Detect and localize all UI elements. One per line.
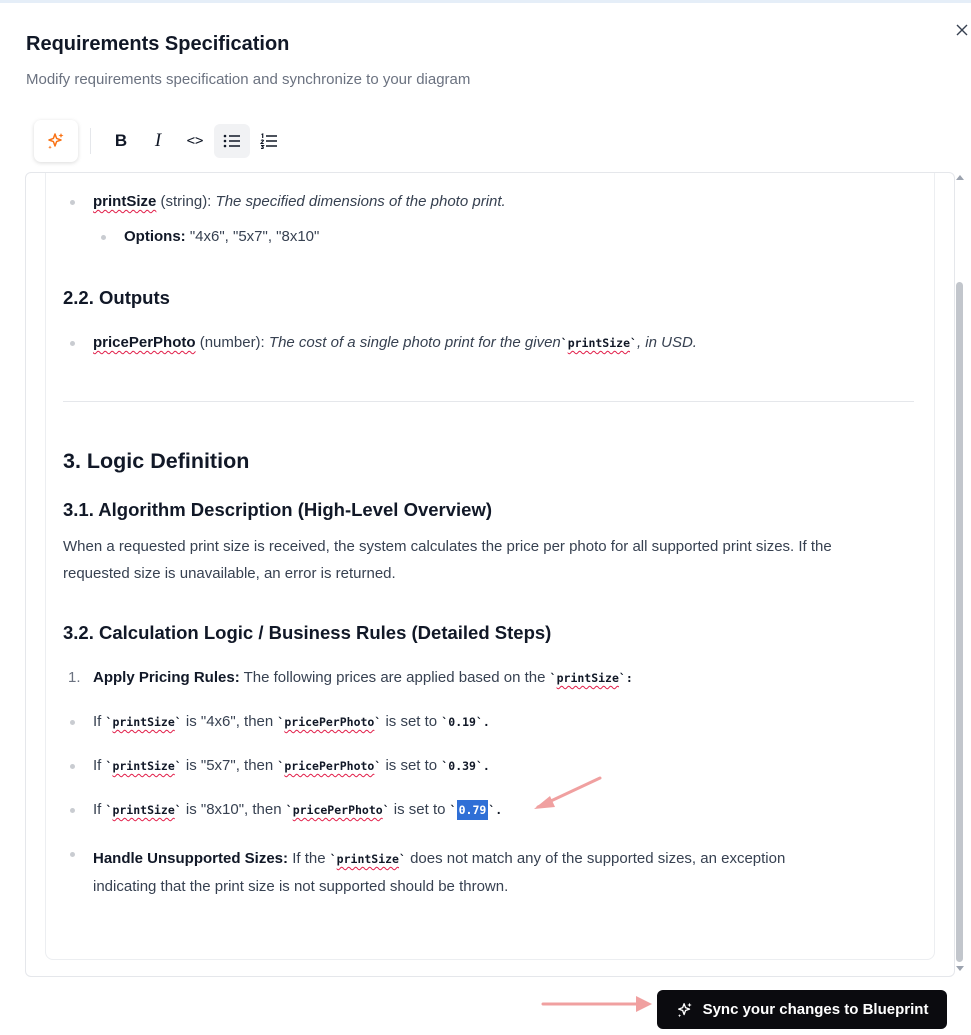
inline-code: pricePerPhoto <box>284 759 375 773</box>
list-bullet <box>70 341 75 346</box>
inline-code: printSize <box>112 803 175 817</box>
ai-assist-button[interactable] <box>34 120 78 162</box>
section-heading: 3. Logic Definition <box>63 449 250 473</box>
inline-code: printSize <box>336 852 399 866</box>
editor-toolbar <box>34 119 288 163</box>
list-item <box>93 193 506 210</box>
field-name: pricePerPhoto <box>93 334 196 351</box>
subsection-heading: 3.2. Calculation Logic / Business Rules (Detailed Steps) <box>63 622 552 643</box>
list-item: If `printSize` is "8x10", then `pricePerPhoto` is set to ` 0.79 `. <box>93 801 503 818</box>
list-item: pricePerPhoto (number): The cost of a single photo print for the given`printSize`, in USD. <box>93 334 697 351</box>
sync-to-blueprint-button[interactable] <box>657 990 947 1029</box>
close-button[interactable] <box>952 20 971 40</box>
step-label: Apply Pricing Rules: <box>93 669 240 686</box>
list-item: If `printSize` is "5x7", then `pricePerPhoto` is set to `0.39`. <box>93 757 490 774</box>
list-bullet <box>70 764 75 769</box>
bullet-list-button[interactable] <box>214 124 250 158</box>
section-heading: 2.2. Outputs <box>63 287 170 308</box>
list-bullet <box>70 808 75 813</box>
annotation-arrow-icon <box>530 774 605 814</box>
dialog-subtitle: Modify requirements specification and synchronize to your diagram <box>26 71 471 88</box>
top-border <box>0 0 971 3</box>
list-bullet <box>70 852 75 857</box>
toolbar-divider <box>90 128 91 154</box>
inline-code: printSize <box>112 759 175 773</box>
inline-code: printSize <box>556 671 619 685</box>
field-description: The cost of a single photo print for the given <box>268 334 561 351</box>
list-number: 1. <box>68 669 81 686</box>
list-item: Apply Pricing Rules: The following prices are applied based on the `printSize`: <box>93 669 633 686</box>
scroll-up-arrow-icon[interactable] <box>956 175 964 180</box>
inline-code: pricePerPhoto <box>284 715 375 729</box>
list-item <box>124 228 319 245</box>
step-label: Handle Unsupported Sizes: <box>93 850 289 867</box>
numbered-list-icon <box>260 133 278 149</box>
inline-code: printSize <box>567 336 630 350</box>
scroll-down-arrow-icon[interactable] <box>956 966 964 971</box>
scrollbar-thumb[interactable] <box>956 282 963 962</box>
selected-price-value[interactable]: 0.79 <box>457 800 489 820</box>
list-bullet <box>70 200 75 205</box>
price-value: 0.19 <box>448 715 476 729</box>
sync-button-label: Sync your changes to Blueprint <box>702 1001 929 1018</box>
list-item: Handle Unsupported Sizes: If the `printSize` does not match any of the supported sizes, an exception indicating that the print size is not supported should be thrown. <box>93 850 786 895</box>
paragraph: When a requested print size is received, the system calculates the price per photo for all supported print sizes. If the requested size is unavailable, an error is returned. <box>63 538 832 582</box>
price-value: 0.39 <box>448 759 476 773</box>
field-description: The specified dimensions of the photo print. <box>215 193 506 210</box>
options-label: Options: <box>124 228 186 245</box>
sparkles-icon <box>46 131 66 151</box>
list-bullet <box>70 720 75 725</box>
inline-code: pricePerPhoto <box>292 803 383 817</box>
dialog-title: Requirements Specification <box>26 33 290 55</box>
field-type: (string): <box>160 193 212 210</box>
italic-button[interactable]: I <box>154 130 162 151</box>
subsection-heading: 3.1. Algorithm Description (High-Level Overview) <box>63 499 493 520</box>
annotation-arrow-icon <box>540 992 655 1016</box>
list-bullet <box>101 235 106 240</box>
bold-button[interactable]: B <box>114 131 128 150</box>
horizontal-rule <box>63 401 914 402</box>
code-button[interactable]: <> <box>186 133 204 149</box>
options-value: "4x6", "5x7", "8x10" <box>189 228 320 245</box>
field-type: (number): <box>199 334 265 351</box>
close-icon <box>956 24 968 36</box>
editor-scrollbar[interactable] <box>955 172 965 975</box>
list-item: If `printSize` is "4x6", then `pricePerPhoto` is set to `0.19`. <box>93 713 490 730</box>
inline-code: printSize <box>112 715 175 729</box>
sparkles-icon <box>676 1001 694 1019</box>
numbered-list-button[interactable] <box>251 124 287 158</box>
bullet-list-icon <box>223 133 241 149</box>
field-name: printSize <box>93 193 157 210</box>
